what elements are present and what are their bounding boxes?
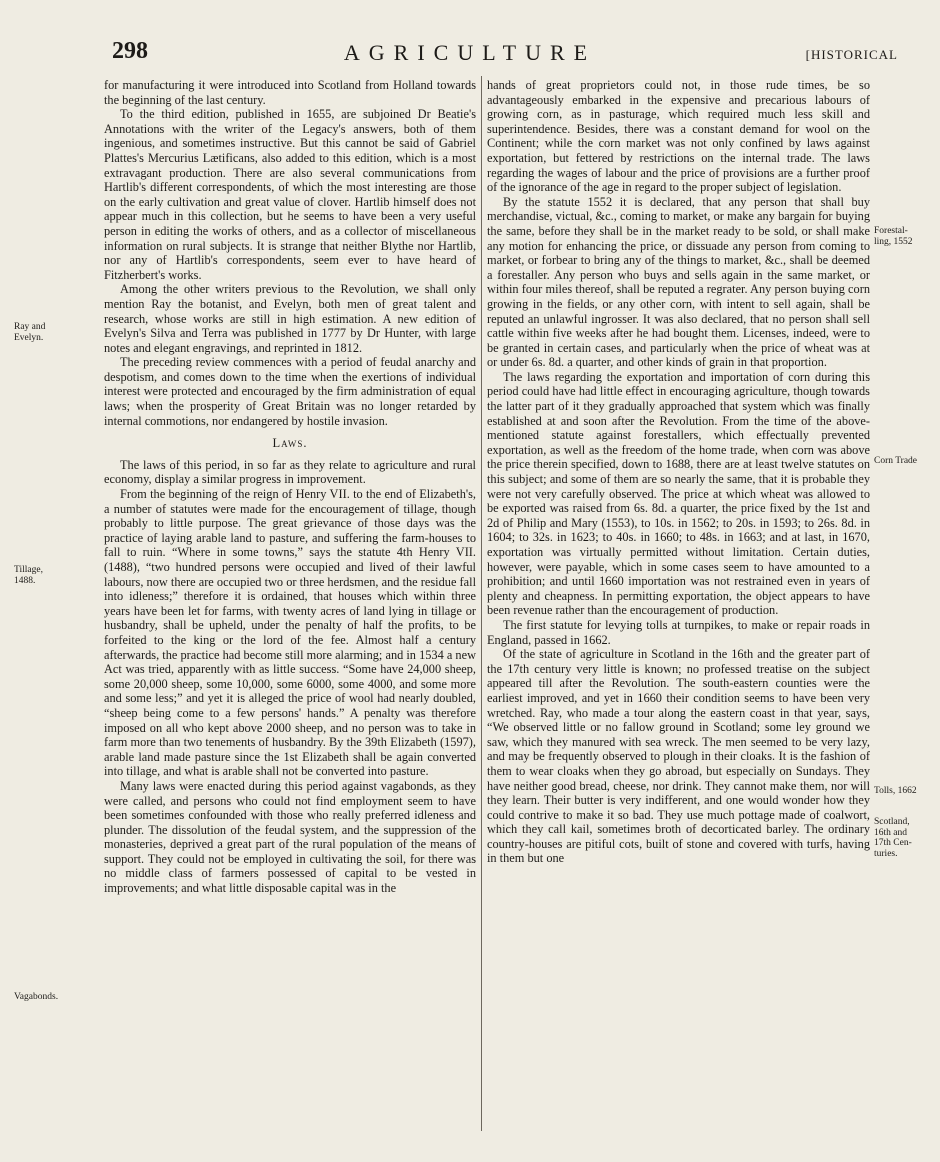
side-note-forestalling: Forestal- ling, 1552 <box>874 226 913 247</box>
left-column <box>104 78 476 896</box>
section-heading: Laws. <box>272 436 308 451</box>
paragraph: The first statute for levying tolls at turnpikes, to make or repair roads in England, passed in 1662. <box>487 617 870 647</box>
paragraph: Many laws were enacted during this period against vagabonds, as they were called, and persons who could not find employment seem to have been sometimes confounded with those who really preferred idleness and plunder. The dissolution of the feudal system, and the suppression of the monasteries, deprived a great part of the rural population of the means of support. They could not be employed in cultivating the soil, for there was no middle class of farmers possessed of capital to be vested in improvements; and what little disposable capital was in the <box>104 778 476 896</box>
paragraph: Of the state of agriculture in Scotland in the 16th and the greater part of the 17th century very little is known; no professed treatise on the subject appeared till after the Revolution. The south-eastern counties were the earliest improved, and yet in 1660 their condition seems to have been very wretched. Ray, who made a tour along the eastern coast in that year, says, “We observed little or no fallow ground in Scotland; some ley ground we saw, which they manured with sea wreck. The men seemed to be very lazy, and may be frequently observed to plough in their cloaks. It is the fashion of them to wear cloaks when they go abroad, but especially on Sundays. They have neither good bread, cheese, nor drink. They cannot make them, nor will they learn. Their butter is very indifferent, and one would wonder how they could contrive to make it so bad. They use much pottage made of coalwort, which they call kail, sometimes broth of decorticated barley. The ordinary country-houses are pitiful cots, built of stone and covered with turfs, having in them but one <box>487 647 870 866</box>
side-note-ray-evelyn: Ray and Evelyn. <box>14 322 46 343</box>
paragraph: From the beginning of the reign of Henry VII. to the end of Elizabeth's, a number of statutes were made for the encouragement of tillage, though probably to little purpose. The great grievance of those days was the practice of laying arable land to pasture, and suffering the farm-houses to fall to ruin. “Where in some towns,” says the statute 4th Henry VII. (1488), “two hundred persons were occupied and lived of their lawful labours, now there are occupied two or three herdsmen, and the residue fall into idleness;” therefore it is ordained, that houses which within three years have been let for farms, with twenty acres of land lying in tillage or husbandry, shall be upheld, under the penalty of half the profits, to be forfeited to the king or the lord of the fee. Almost half a century afterwards, the practice had become still more alarming; and in 1534 a new Act was tried, apparently with as little success. “Some have 24,000 sheep, some 20,000 sheep, some 10,000, some 6000, some 4000, and some more and some less;” and yet it is alleged the price of wool had nearly doubled, “sheep being come to a few persons' hands.” A penalty was therefore imposed on all who kept above 2000 sheep, and no person was to take in farm more than two tenements of husbandry. By the 39th Elizabeth (1597), arable land made pasture since the 1st Elizabeth shall be again converted into tillage, and what is arable shall not be converted into pasture. <box>104 487 476 779</box>
right-column <box>487 78 870 866</box>
page-number: 298 <box>112 38 148 64</box>
section-tag: [HISTORICAL <box>805 47 898 62</box>
paragraph: By the statute 1552 it is declared, that any person that shall buy merchandise, victual, &c., coming to market, or make any bargain for buying the same, before they shall be in the market ready to be sold, or shall make any motion for enhancing the price, or dissuade any person from coming to market, or forbear to bring any of the things to market, &c., shall be deemed a forestaller. Any person who buys and sells again in the same market, or within four miles thereof, shall be reputed a regrater. Any person buying corn growing in the fields, or any other corn, with intent to sell again, shall be reputed an unlawful ingrosser. It was also declared, that no person shall sell cattle within five weeks after he had bought them. Licenses, indeed, were to be granted in certain cases, and particularly when the price of wheat was at or under 6s. 8d. a quarter, and other kinds of grain in that proportion. <box>487 194 870 370</box>
page-header <box>0 38 940 72</box>
side-note-tolls: Tolls, 1662 <box>874 786 917 796</box>
paragraph: To the third edition, published in 1655, are subjoined Dr Beatie's Annotations with the writer of the Legacy's answers, both of them ingenious, and sometimes instructive. But this cannot be said of Gabriel Plattes's Mercurius Lætificans, also added to this edition, which is a most extravagant production. There are also several communications from Hartlib's different correspondents, of which the most interesting are those on the early cultivation and great value of clover. Hartlib himself does not appear much in this collection, but he seems to have been a very useful person in editing the works of others, and as a collector of miscellaneous information on rural subjects. It is strange that neither Blythe nor Hartlib, nor any of Hartlib's correspondents, seem ever to have heard of Fitzherbert's works. <box>104 107 476 282</box>
paragraph: Among the other writers previous to the Revolution, we shall only mention Ray the botanist, and Evelyn, both men of great talent and research, whose works are still in high estimation. A new edition of Evelyn's Silva and Terra was published in 1777 by Dr Hunter, with large notes and elegant engravings, and reprinted in 1812. <box>104 282 476 355</box>
paragraph: hands of great proprietors could not, in those rude times, be so advantageously embarked in the expensive and precarious labours of growing corn, as in pasturage, which required much less skill and superintendence. Besides, there was a constant demand for wool on the Continent; while the corn market was not only confined by laws against exportation, but fettered by restrictions on the internal trade. The laws regarding the wages of labour and the price of provisions are a further proof of the ignorance of the age in regard to the proper subject of legislation. <box>487 78 870 195</box>
running-title: AGRICULTURE <box>343 40 597 65</box>
paragraph: The laws regarding the exportation and importation of corn during this period could have had little effect in encouraging agriculture, though towards the latter part of it they gradually approached that system which was finally established at and soon after the Revolution. From the time of the above-mentioned statute against forestallers, which effectually prevented exportation, as well as the freedom of the home trade, when corn was above the price therein specified, down to 1688, there are at least twelve statutes on this subject; and some of them are so nearly the same, that it is probable they were not very carefully observed. The price at which wheat was allowed to be exported was raised from 6s. 8d. a quarter, the price fixed by the 1st and 2d of Philip and Mary (1553), to 10s. in 1562; to 20s. in 1593; to 26s. 8d. in 1604; to 32s. in 1623; to 40s. in 1660; to 48s. in 1663; and at last, in 1670, exportation was virtually permitted without limitation. Certain duties, however, were payable, which in some cases seem to have amounted to a prohibition; and until 1660 importation was not restrained even in years of plenty and cheapness. In permitting exportation, the object appears to have been revenue rather than the encouragement of production. <box>487 369 870 618</box>
paragraph: The laws of this period, in so far as they relate to agriculture and rural economy, display a similar progress in improvement. <box>104 457 476 487</box>
side-note-vagabonds: Vagabonds. <box>14 992 59 1002</box>
paragraph: for manufacturing it were introduced into Scotland from Holland towards the beginning of the last century. <box>104 78 476 107</box>
side-note-scotland: Scotland, 16th and 17th Cen- turies. <box>874 817 912 859</box>
side-note-tillage: Tillage, 1488. <box>14 565 43 586</box>
side-note-corn-trade: Corn Trade <box>874 456 918 466</box>
column-divider <box>481 76 482 1131</box>
paragraph: The preceding review commences with a period of feudal anarchy and despotism, and comes down to the time when the exertions of individual interest were protected and encouraged by the firm administration of equal laws; when the prosperity of Great Britain was no longer retarded by internal commotions, nor endangered by hostile invasion. <box>104 355 476 428</box>
